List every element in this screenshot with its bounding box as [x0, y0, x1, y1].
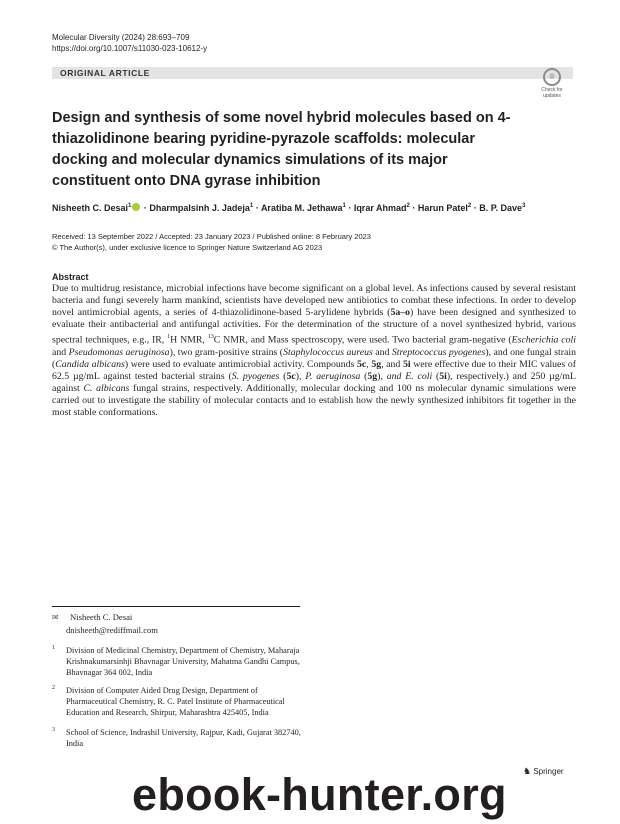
affiliation-item — [52, 727, 306, 749]
author-name[interactable]: Dharmpalsinh J. Jadeja — [149, 203, 250, 213]
abstract-text: ( — [360, 370, 368, 382]
abstract-text: ), respectively.) and 250 µg/mL against — [52, 370, 577, 395]
author-affiliation-mark: 1 — [342, 203, 346, 209]
publisher-logo — [523, 767, 564, 777]
affiliation-number: 2 — [52, 685, 55, 691]
species-name: C. albicans — [83, 383, 130, 395]
species-name: P. aeruginosa — [305, 370, 361, 382]
abstract-text: ) have been designed and synthesized to evaluate their antibacterial and antifungal activities. For the determination of the structure of a novel synthesized hybrid, various spectral techniques, e.g., IR, — [52, 307, 576, 346]
abstract-text: ), — [377, 370, 387, 382]
compound-label: 5i — [439, 370, 447, 382]
affiliation-number: 1 — [52, 645, 55, 651]
author-affiliation-mark: 2 — [467, 203, 472, 209]
compound-label: 5c — [286, 370, 296, 382]
compound-label: 5a–o — [390, 307, 411, 319]
affiliation-text: School of Science, Indrashil University, Rajpur, Kadi, Gujarat 382740, India — [66, 728, 301, 748]
corresponding-author: Nisheeth C. Desai — [70, 612, 133, 622]
author-name[interactable]: Nisheeth C. Desai — [52, 203, 129, 213]
publication-dates — [52, 231, 371, 253]
affiliation-item — [52, 685, 306, 718]
check-updates-icon — [543, 68, 561, 86]
species-name: and E. coli — [386, 370, 433, 382]
author-name[interactable]: Aratiba M. Jethawa — [260, 203, 343, 213]
species-name: Pseudomonas aeruginosa — [68, 346, 170, 358]
abstract-text: ), and one fungal strain ( — [52, 346, 576, 370]
affiliation-text: Division of Computer Aided Drug Design, Department of Pharmaceutical Chemistry, R. C. Patel Institute of Pharmaceutical Education and Research, Shirpur, Maharashtra 425405, India — [66, 686, 285, 717]
compound-label: 5g — [371, 358, 382, 370]
article-type-badge: ORIGINAL ARTICLE — [52, 67, 573, 79]
abstract-text: ( — [279, 370, 287, 382]
species-name: Staphylococcus aureus — [283, 346, 373, 358]
author-name[interactable]: Iqrar Ahmad — [353, 203, 407, 213]
affiliation-item — [52, 645, 306, 678]
date-history: Received: 13 September 2022 / Accepted: 23 January 2023 / Published online: 8 February 2023 — [52, 232, 371, 241]
watermark: ebook-hunter.org — [132, 769, 507, 820]
abstract-text: were effective due to their MIC values of 62.5 µg/mL against tested bacterial strains ( — [52, 358, 576, 382]
compound-label: 5g — [367, 370, 378, 382]
check-for-updates-button[interactable] — [536, 68, 568, 100]
abstract-body — [52, 283, 576, 419]
compound-label: 5c — [357, 358, 367, 370]
check-updates-line1: Check for — [541, 87, 563, 93]
affiliation-text: Division of Medicinal Chemistry, Department of Chemistry, Maharaja Krishnakumarsinhji Bhavnagar University, Mahatma Gandhi Campus, Bhavnagar 364 002, India — [66, 646, 300, 677]
abstract-text: , — [366, 358, 372, 370]
author-affiliation-mark: 1 — [128, 203, 132, 209]
abstract-text: Due to multidrug resistance, microbial infections have become significant on a global level. As infections caused by several resistant bacteria and fungi severely harm mankind, scientists have developed new antibiotics to combat these infections. In order to develop novel antimicrobial agents, a series of 4-thiazolidinone-based 5-arylidene hybrids ( — [52, 283, 576, 319]
author-name[interactable]: Harun Patel — [417, 203, 468, 213]
abstract-text: ), two gram-positive strains ( — [169, 346, 284, 358]
abstract-text: H NMR, — [170, 334, 208, 346]
author-affiliation-mark: 3 — [522, 203, 526, 209]
envelope-icon: ✉ — [52, 613, 59, 622]
abstract-text: ), — [295, 370, 306, 382]
author-affiliation-mark: 1 — [249, 203, 254, 209]
abstract-text: ) were used to evaluate antimicrobial activity. Compounds — [124, 358, 358, 370]
abstract-text: and — [372, 346, 392, 358]
copyright-line: © The Author(s), under exclusive licence to Springer Nature Switzerland AG 2023 — [52, 243, 323, 252]
abstract-text: fungal strains, respectively. Additionally, molecular docking and 100 ns molecular dynamic simulations were carried out to investigate the stability of molecular contacts and to establish how the newly synthesized inhibitors fit together in the most stable conformations. — [52, 383, 577, 419]
species-name: Escherichia coli — [511, 334, 576, 346]
journal-header — [52, 32, 207, 54]
abstract-text: C NMR, and Mass spectroscopy, were used. Two bacterial gram-negative ( — [213, 334, 512, 346]
isotope-superscript: 13 — [207, 334, 214, 341]
corresponding-email[interactable]: dnisheeth@rediffmail.com — [66, 625, 158, 635]
author-list: Nisheeth C. Desai$^1$ · Dharmpalsinh J. Jadeja$^1$ · Aratiba M. Jethawa$^1$ · Iqrar Ahmad$^2$ · Harun Patel$^2$ · B. P. Dave$^3$ — [52, 203, 526, 213]
check-updates-line2: updates — [543, 92, 561, 99]
abstract-heading: Abstract — [52, 272, 89, 282]
affiliation-number: 3 — [52, 727, 55, 733]
abstract-text: , and — [381, 358, 403, 370]
compound-label: 5i — [402, 358, 411, 370]
species-name: S. pyogenes — [231, 370, 280, 382]
article-title: Design and synthesis of some novel hybrid molecules based on 4-thiazolidinone bearing pyridine-pyrazole scaffolds: molecular docking and molecular dynamics simulations of its major constituent onto DNA gyrase inhibition — [52, 110, 511, 189]
abstract-text: and — [52, 346, 69, 358]
species-name: Candida albicans — [55, 358, 125, 370]
springer-horse-icon: ♞ — [523, 767, 532, 777]
species-name: Streptococcus pyogenes — [391, 346, 486, 358]
abstract-text: ( — [432, 370, 440, 382]
footnote-divider — [52, 606, 300, 607]
journal-citation: Molecular Diversity (2024) 28:693–709 — [52, 33, 190, 42]
correspondence-block — [52, 611, 158, 636]
isotope-superscript: 1 — [167, 334, 171, 341]
publisher-name: Springer — [533, 767, 564, 776]
doi-link[interactable]: https://doi.org/10.1007/s11030-023-10612-y — [52, 44, 208, 53]
author-affiliation-mark: 2 — [406, 203, 410, 209]
orcid-icon[interactable] — [132, 203, 140, 211]
author-name[interactable]: B. P. Dave — [479, 203, 523, 213]
